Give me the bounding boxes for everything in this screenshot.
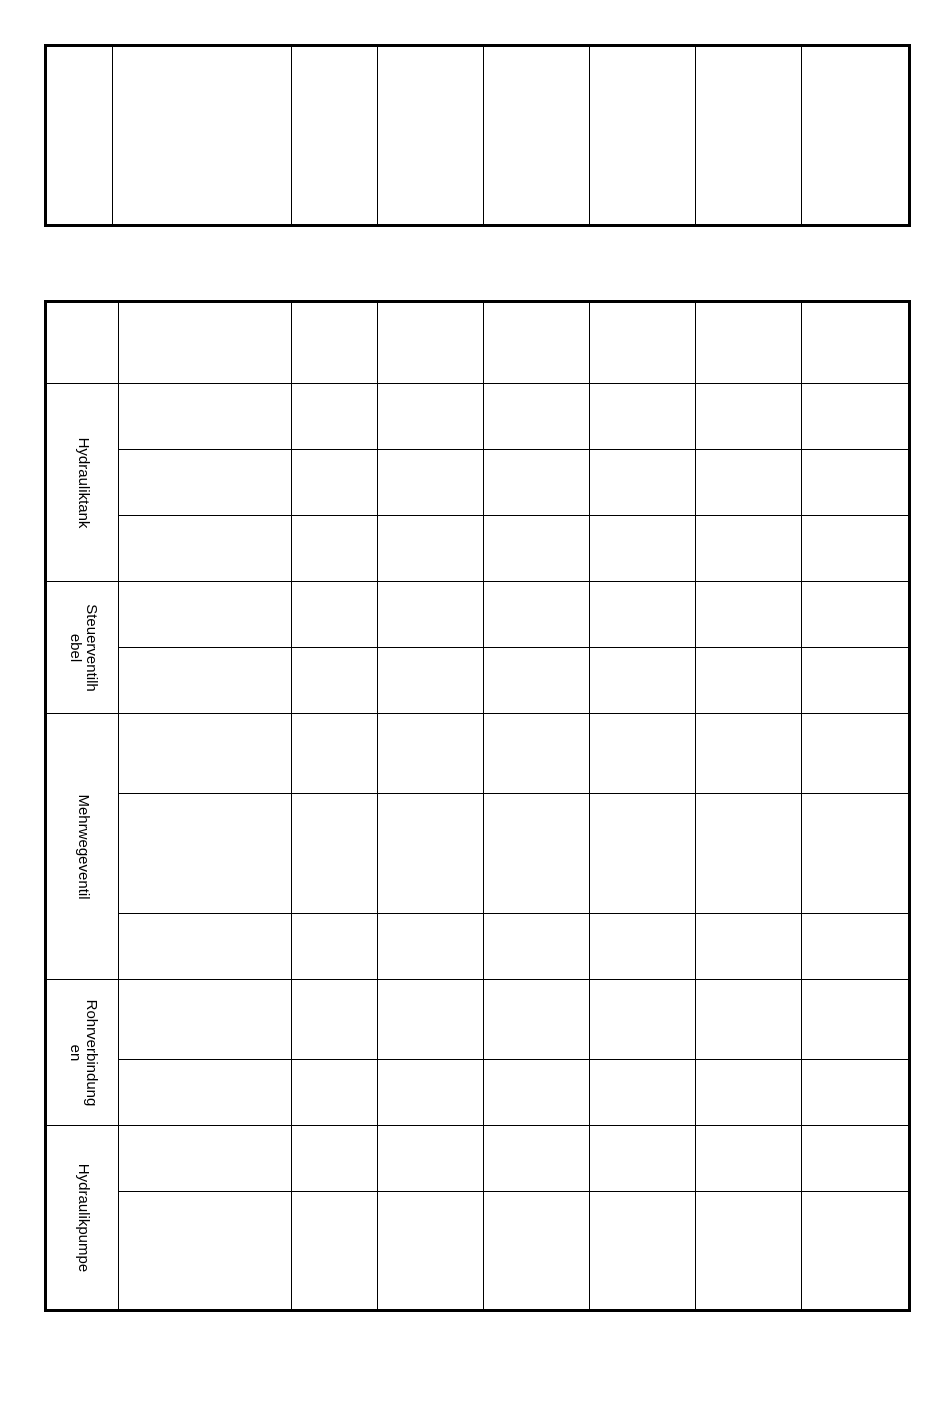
group-label: Hydrauliktank xyxy=(74,437,92,528)
table-cell xyxy=(119,516,292,582)
table-cell xyxy=(590,1126,696,1192)
table-cell xyxy=(802,1192,910,1311)
table-cell xyxy=(292,1126,378,1192)
table-cell xyxy=(484,980,590,1060)
table-row xyxy=(46,450,910,516)
table-cell xyxy=(590,714,696,794)
table-cell xyxy=(119,980,292,1060)
table-cell xyxy=(119,914,292,980)
table-cell xyxy=(484,384,590,450)
group-cell-steuerventilhebel xyxy=(46,582,119,714)
table-cell xyxy=(119,1126,292,1192)
table-cell xyxy=(292,980,378,1060)
header-table-row xyxy=(46,46,910,226)
table-row xyxy=(46,648,910,714)
group-label: Mehrwegeventil xyxy=(74,793,92,900)
table-cell xyxy=(696,648,802,714)
table-cell xyxy=(119,794,292,914)
group-label: Steuerventilh ebel xyxy=(66,603,100,692)
group-label: Hydraulikpumpe xyxy=(74,1163,92,1272)
header-cell xyxy=(113,46,292,226)
table-cell xyxy=(119,714,292,794)
table-row xyxy=(46,1060,910,1126)
table-row xyxy=(46,516,910,582)
table-cell xyxy=(378,1126,484,1192)
table-cell xyxy=(696,384,802,450)
table-cell xyxy=(378,648,484,714)
header-cell xyxy=(378,46,484,226)
table-cell xyxy=(484,582,590,648)
table-header-cell xyxy=(484,302,590,384)
table-cell xyxy=(696,794,802,914)
table-cell xyxy=(484,648,590,714)
group-cell-rohrverbindungen xyxy=(46,980,119,1126)
table-cell xyxy=(802,450,910,516)
table-cell xyxy=(378,384,484,450)
group-cell-hydrauliktank xyxy=(46,384,119,582)
table-cell xyxy=(119,450,292,516)
table-cell xyxy=(484,1126,590,1192)
table-row xyxy=(46,794,910,914)
table-header-cell xyxy=(802,302,910,384)
table-row xyxy=(46,582,910,648)
table-cell xyxy=(590,1192,696,1311)
table-cell xyxy=(378,450,484,516)
table-cell xyxy=(484,914,590,980)
table-cell xyxy=(696,1060,802,1126)
table-cell xyxy=(484,450,590,516)
table-cell xyxy=(590,450,696,516)
table-header-cell xyxy=(696,302,802,384)
group-label: Rohrverbindung en xyxy=(66,999,100,1106)
table-cell xyxy=(590,914,696,980)
table-cell xyxy=(802,714,910,794)
header-cell xyxy=(590,46,696,226)
table-cell xyxy=(696,980,802,1060)
table-cell xyxy=(696,516,802,582)
table-cell xyxy=(590,384,696,450)
table-cell xyxy=(119,1192,292,1311)
table-cell xyxy=(484,516,590,582)
table-cell xyxy=(292,1060,378,1126)
table-header-cell xyxy=(292,302,378,384)
table-cell xyxy=(292,516,378,582)
table-cell xyxy=(292,582,378,648)
table-header-cell xyxy=(46,302,119,384)
table-cell xyxy=(696,914,802,980)
table-row xyxy=(46,714,910,794)
table-cell xyxy=(696,582,802,648)
table-cell xyxy=(292,1192,378,1311)
table-cell xyxy=(696,450,802,516)
header-cell xyxy=(46,46,113,226)
table-cell xyxy=(484,1192,590,1311)
table-row xyxy=(46,1126,910,1192)
table-row xyxy=(46,914,910,980)
table-cell xyxy=(378,914,484,980)
table-cell xyxy=(378,794,484,914)
table-cell xyxy=(696,1126,802,1192)
table-cell xyxy=(484,714,590,794)
table-cell xyxy=(292,714,378,794)
inspection-table xyxy=(44,300,911,1312)
table-cell xyxy=(590,516,696,582)
group-cell-hydraulikpumpe xyxy=(46,1126,119,1311)
table-cell xyxy=(590,648,696,714)
table-cell xyxy=(119,582,292,648)
table-cell xyxy=(590,1060,696,1126)
header-cell xyxy=(484,46,590,226)
table-cell xyxy=(292,648,378,714)
table-header-cell xyxy=(590,302,696,384)
table-cell xyxy=(378,582,484,648)
table-cell xyxy=(378,1192,484,1311)
table-cell xyxy=(484,1060,590,1126)
table-cell xyxy=(119,1060,292,1126)
header-cell xyxy=(696,46,802,226)
table-cell xyxy=(590,582,696,648)
table-cell xyxy=(378,714,484,794)
table-header-row xyxy=(46,302,910,384)
table-cell xyxy=(119,384,292,450)
table-cell xyxy=(292,914,378,980)
header-cell xyxy=(292,46,378,226)
table-cell xyxy=(802,384,910,450)
table-cell xyxy=(802,1060,910,1126)
table-cell xyxy=(802,914,910,980)
table-cell xyxy=(484,794,590,914)
table-row xyxy=(46,980,910,1060)
table-cell xyxy=(802,516,910,582)
table-cell xyxy=(119,648,292,714)
table-header-cell xyxy=(378,302,484,384)
table-cell xyxy=(802,980,910,1060)
table-cell xyxy=(802,648,910,714)
table-cell xyxy=(696,714,802,794)
table-cell xyxy=(802,582,910,648)
table-row xyxy=(46,1192,910,1311)
table-row xyxy=(46,384,910,450)
table-cell xyxy=(292,450,378,516)
table-cell xyxy=(378,980,484,1060)
table-header-cell xyxy=(119,302,292,384)
table-cell xyxy=(590,980,696,1060)
table-cell xyxy=(802,794,910,914)
table-cell xyxy=(696,1192,802,1311)
table-cell xyxy=(590,794,696,914)
table-cell xyxy=(378,1060,484,1126)
table-cell xyxy=(292,794,378,914)
group-cell-mehrwegeventil xyxy=(46,714,119,980)
table-cell xyxy=(802,1126,910,1192)
header-cell xyxy=(802,46,910,226)
table-cell xyxy=(292,384,378,450)
header-table xyxy=(44,44,911,227)
table-cell xyxy=(378,516,484,582)
